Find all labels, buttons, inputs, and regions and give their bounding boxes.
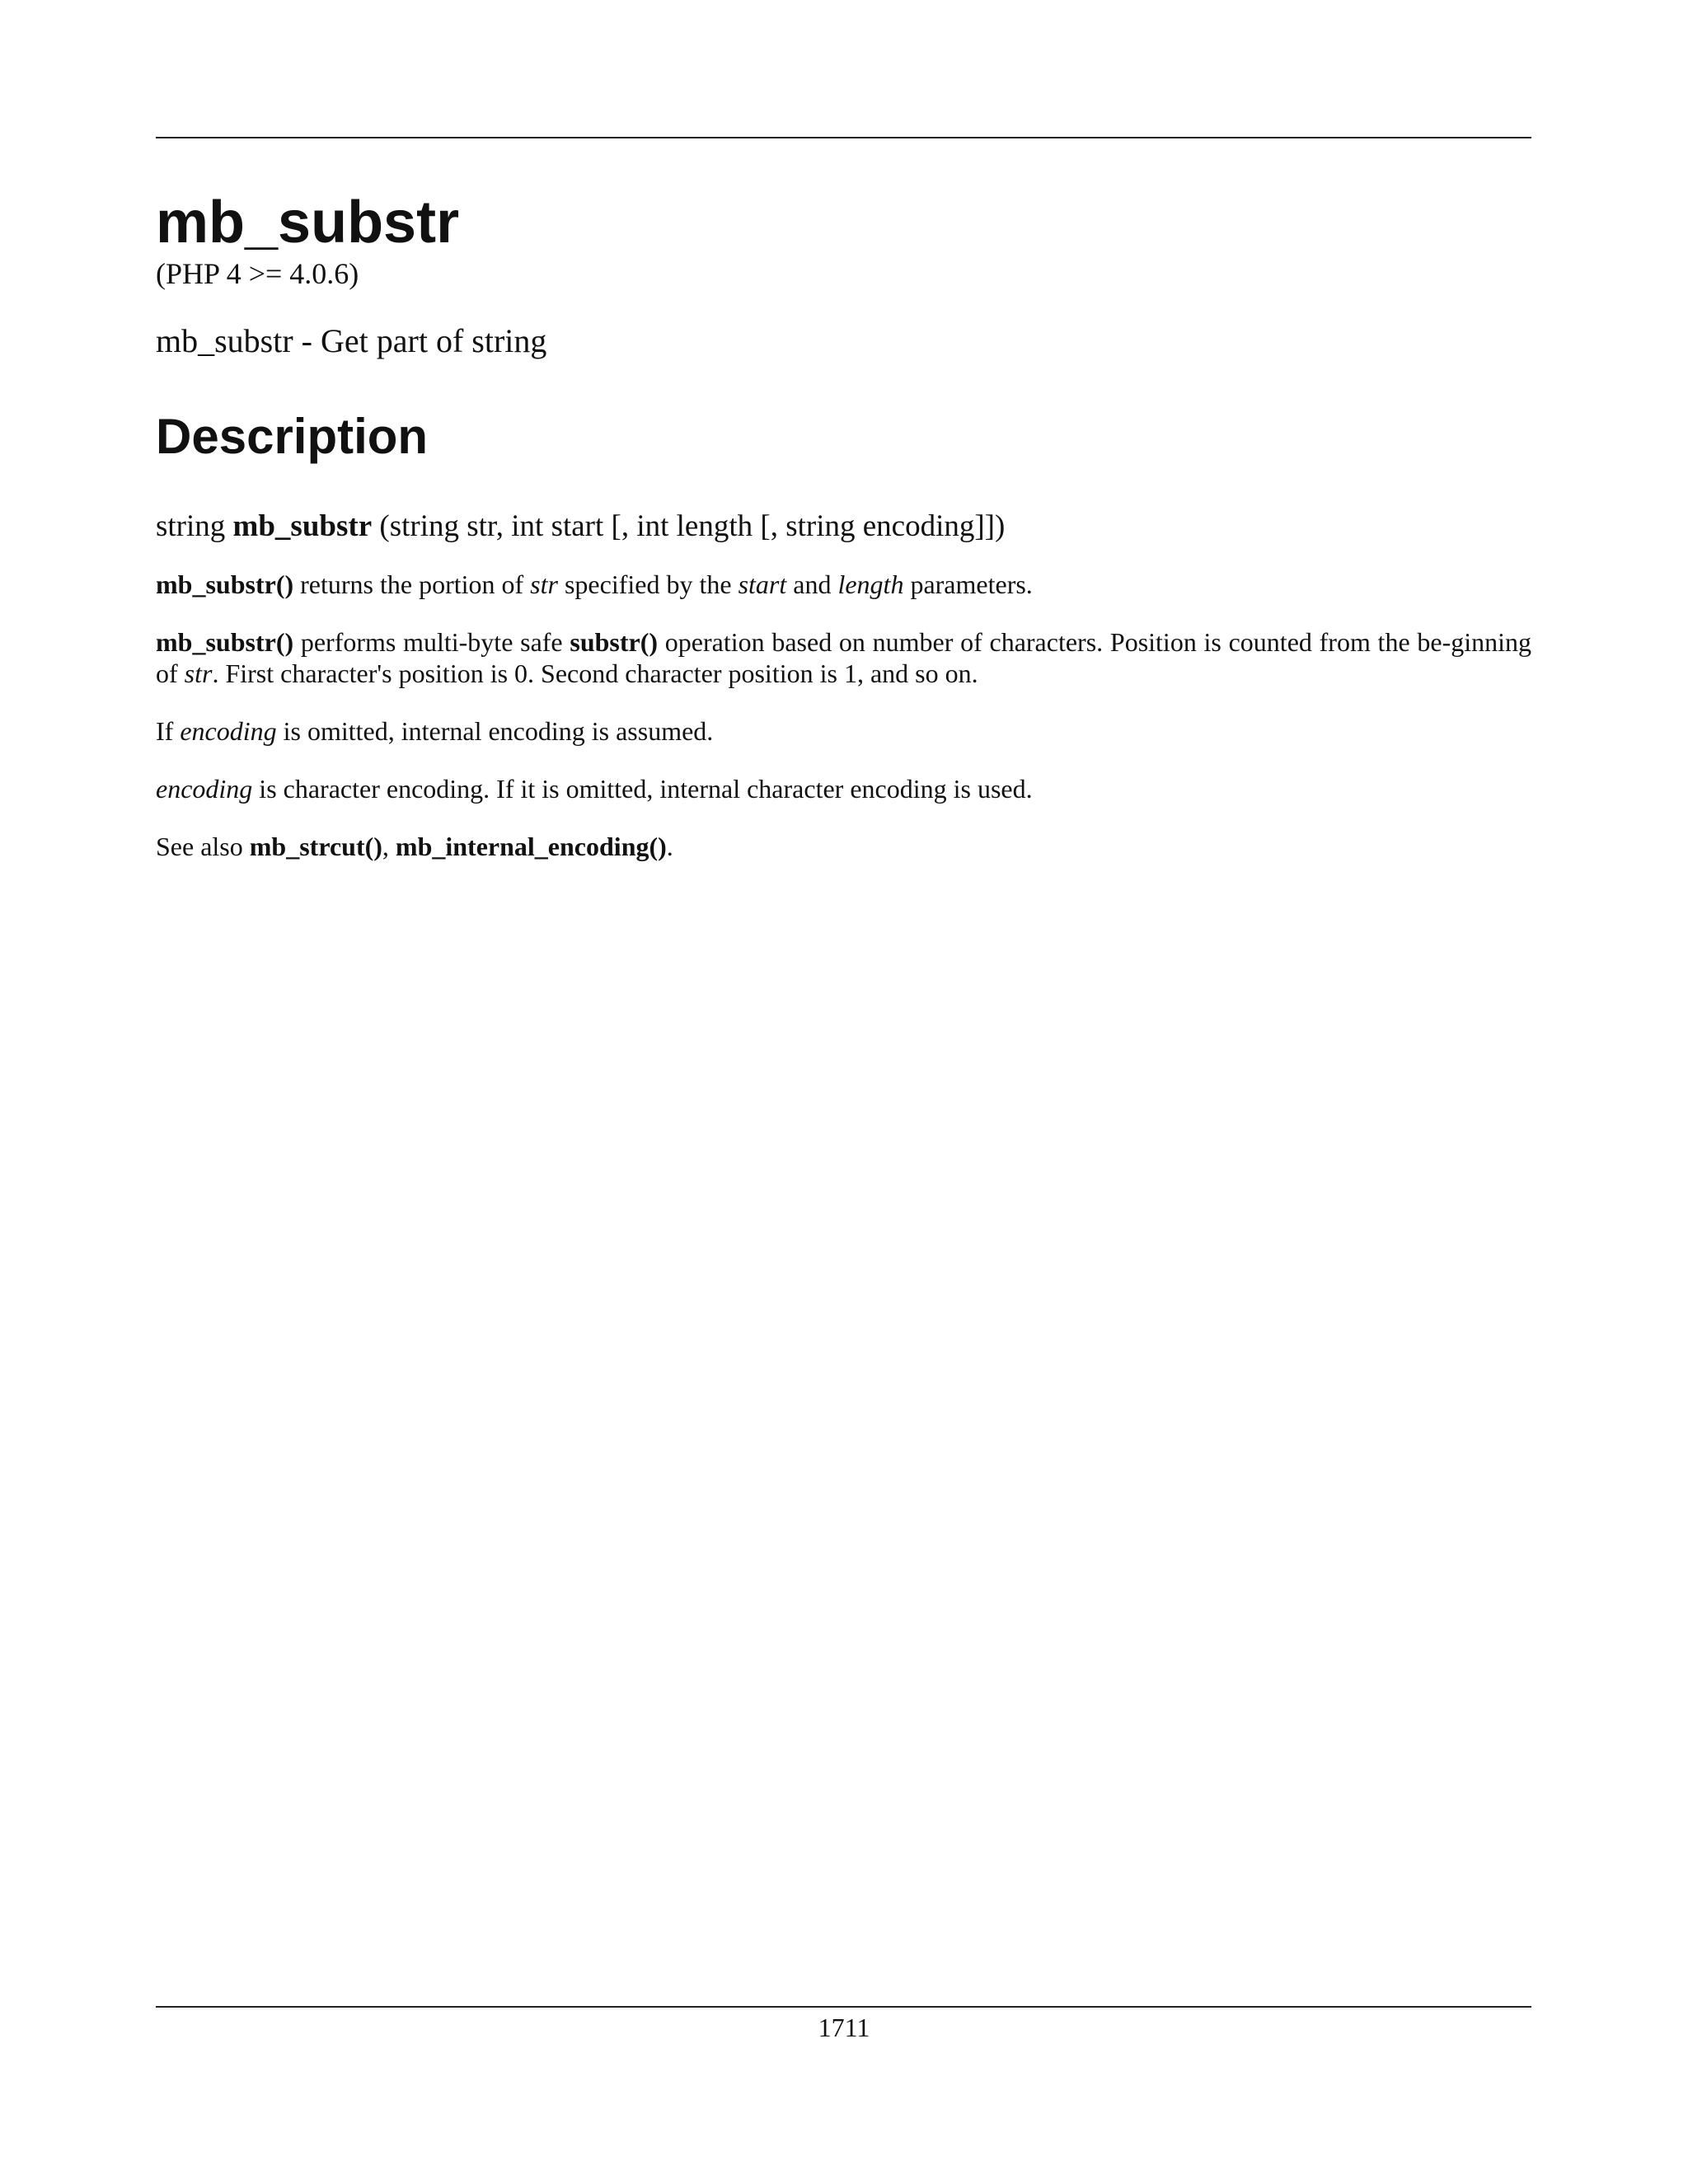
paragraph-text: operation based on number of characters. Position is counted from the be-ginning of [156, 627, 1532, 688]
parameter-reference: length [837, 569, 904, 599]
paragraph-text: parameters. [903, 569, 1033, 599]
paragraph-text: performs multi-byte safe [293, 627, 570, 657]
paragraph-text: returns the portion of [293, 569, 531, 599]
function-synopsis [156, 508, 1531, 546]
page-content [156, 186, 1531, 862]
function-name-heading: mb_substr [156, 190, 460, 255]
synopsis-return-type: string [156, 509, 226, 543]
synopsis-function-name: mb_substr [232, 509, 373, 543]
parameter-reference: encoding [156, 774, 253, 804]
parameter-reference: str [530, 569, 558, 599]
paragraph-text: See also [156, 832, 250, 861]
parameter-reference: encoding [180, 716, 277, 746]
parameter-reference: str [184, 658, 213, 688]
description-heading: Description [156, 409, 429, 464]
paragraph-text: . First character's position is 0. Second character position is 1, and so on. [212, 658, 978, 688]
function-reference: mb_substr() [156, 569, 294, 599]
paragraph-text: . [666, 832, 673, 861]
see-also-link-mb-strcut[interactable]: mb_strcut() [249, 832, 382, 861]
paragraph-text: , [382, 832, 396, 861]
header-rule [156, 137, 1531, 138]
version-note: (PHP 4 >= 4.0.6) [156, 257, 359, 290]
page-number: 1711 [818, 2013, 870, 2042]
footer-rule [156, 2006, 1531, 2008]
paragraph-text: If [156, 716, 181, 746]
encoding-definition-paragraph [156, 773, 1531, 804]
parameter-reference: start [738, 569, 787, 599]
paragraph-text: is character encoding. If it is omitted, internal character encoding is used. [252, 774, 1033, 804]
paragraph-text: specified by the [557, 569, 738, 599]
synopsis-params: (string str, int start [, int length [, string encoding]]) [379, 509, 1006, 543]
behavior-paragraph [156, 626, 1531, 689]
returns-paragraph [156, 569, 1531, 600]
see-also-paragraph [156, 831, 1531, 862]
paragraph-text: is omitted, internal encoding is assumed. [276, 716, 714, 746]
encoding-omitted-paragraph [156, 715, 1531, 747]
see-also-link-mb-internal-encoding[interactable]: mb_internal_encoding() [395, 832, 667, 861]
function-reference: substr() [570, 627, 659, 657]
function-purpose: mb_substr - Get part of string [156, 322, 547, 359]
paragraph-text: and [786, 569, 838, 599]
function-reference: mb_substr() [156, 627, 294, 657]
